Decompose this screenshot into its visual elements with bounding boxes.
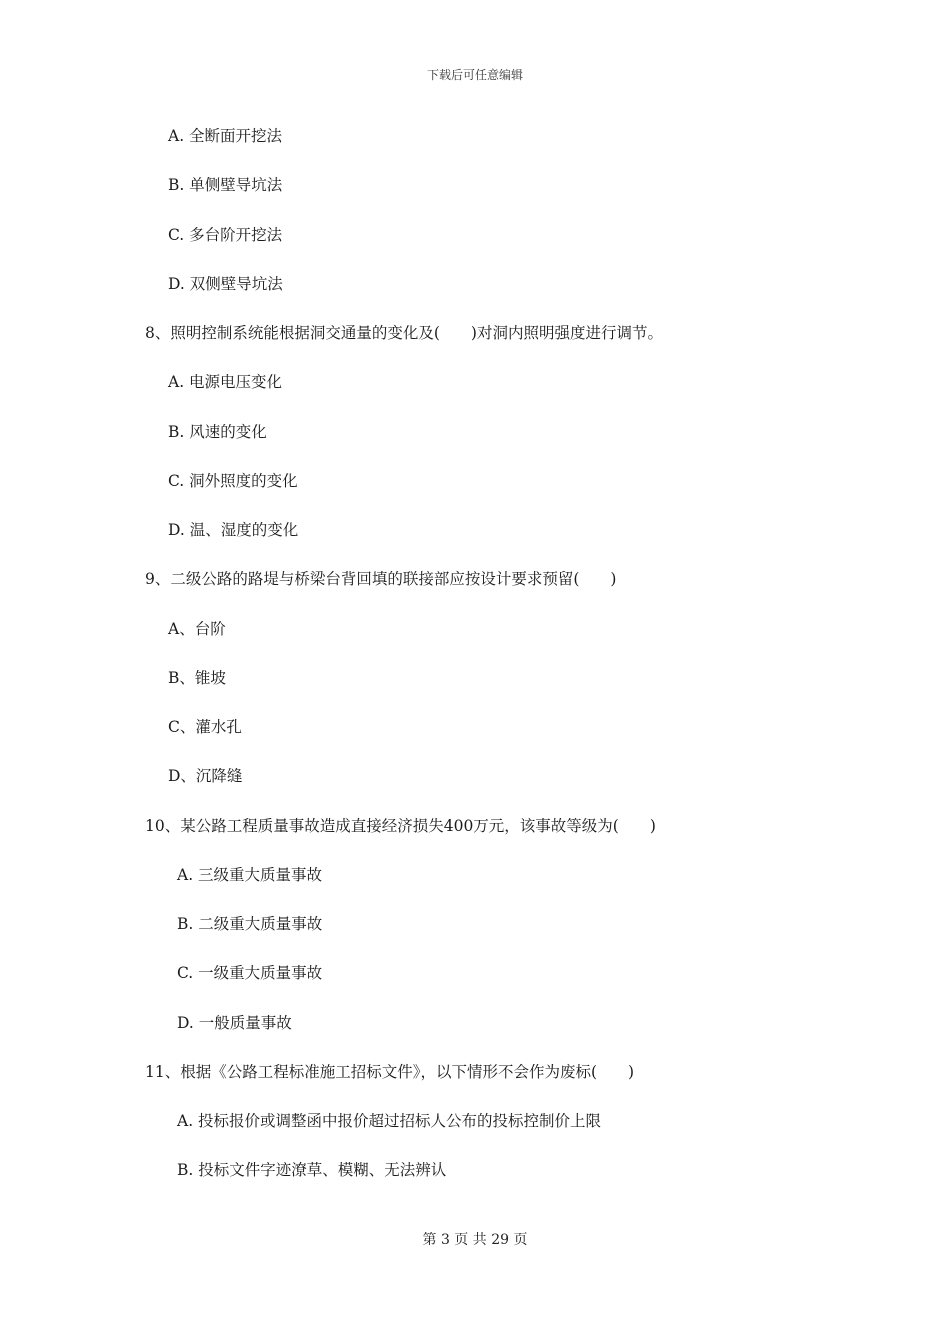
q11-option-b: B. 投标文件字迹潦草、模糊、无法辨认	[177, 1161, 447, 1179]
q9-option-c: C、灌水孔	[168, 718, 242, 736]
q7-option-d: D. 双侧壁导坑法	[168, 275, 283, 293]
question-9: 9、二级公路的路堤与桥梁台背回填的联接部应按设计要求预留( )	[145, 570, 617, 588]
question-11: 11、根据《公路工程标准施工招标文件》，以下情形不会作为废标( )	[145, 1063, 635, 1081]
q10-option-a: A. 三级重大质量事故	[177, 866, 323, 884]
q8-option-c: C. 洞外照度的变化	[168, 472, 298, 490]
q9-option-b: B、锥坡	[168, 669, 226, 687]
q8-option-d: D. 温、湿度的变化	[168, 521, 299, 539]
q8-option-a: A. 电源电压变化	[168, 373, 283, 391]
q10-option-b: B. 二级重大质量事故	[177, 915, 323, 933]
page-header: 下载后可任意编辑	[426, 68, 523, 82]
q7-option-a: A. 全断面开挖法	[168, 127, 283, 145]
question-8: 8、照明控制系统能根据洞交通量的变化及( )对洞内照明强度进行调节。	[145, 324, 663, 342]
q10-option-c: C. 一级重大质量事故	[177, 964, 323, 982]
q9-option-a: A、台阶	[168, 620, 226, 638]
question-10: 10、某公路工程质量事故造成直接经济损失400万元，该事故等级为( )	[145, 817, 656, 835]
q8-option-b: B. 风速的变化	[168, 423, 267, 441]
q9-option-d: D、沉降缝	[168, 767, 243, 785]
q10-option-d: D. 一般质量事故	[177, 1014, 292, 1032]
q11-option-a: A. 投标报价或调整函中报价超过招标人公布的投标控制价上限	[177, 1112, 602, 1130]
q7-option-c: C. 多台阶开挖法	[168, 226, 283, 244]
q7-option-b: B. 单侧壁导坑法	[168, 176, 283, 194]
page-footer: 第 3 页 共 29 页	[422, 1232, 528, 1248]
